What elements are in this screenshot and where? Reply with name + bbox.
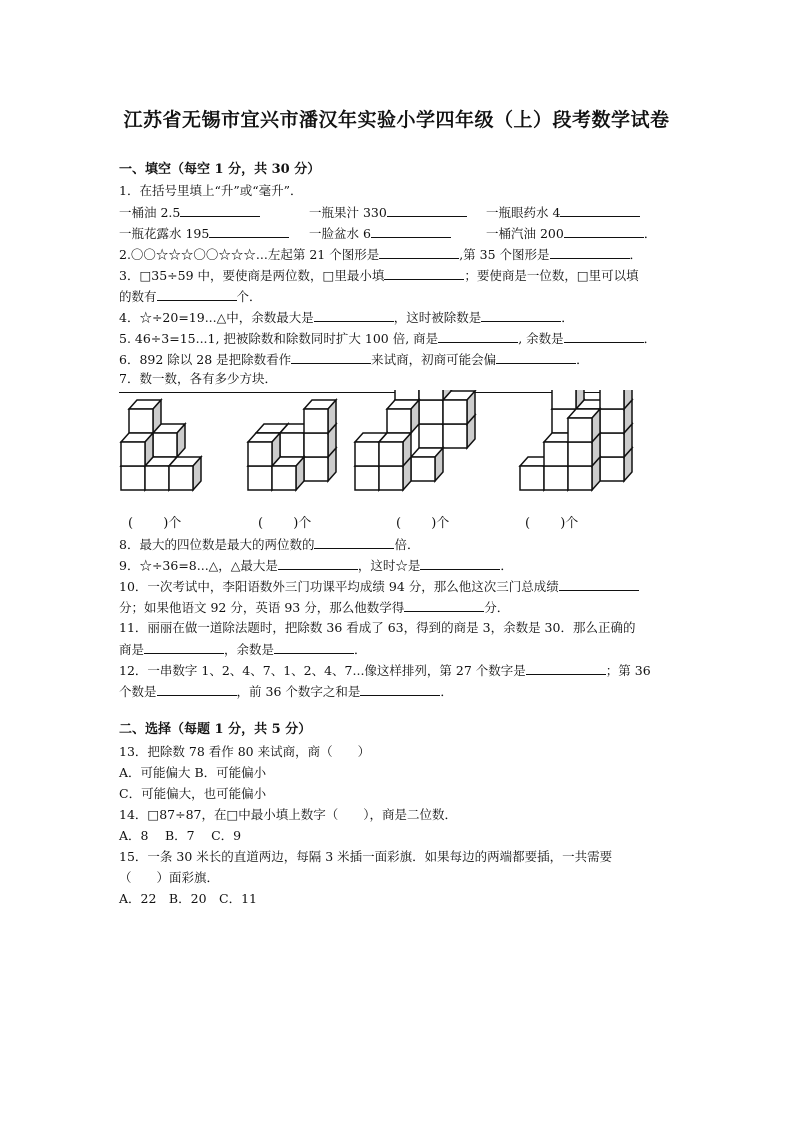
question-text: 15．一条 30 米长的直道两边，每隔 3 米插一面彩旗．如果每边的两端都要插，一共需要 [119,849,613,864]
question-text: ． [561,310,574,325]
question-text: 9．☆÷36=8...△，△最大是 [119,558,278,573]
question-text: ，这时被除数是 [393,310,482,325]
question-line [119,598,509,617]
cube [552,390,584,409]
question-line [119,743,370,761]
question-text: 6．892 除以 28 是把除数看作 [119,352,292,367]
question-text: 一瓶花露水 195 [119,226,210,241]
cube [153,424,185,457]
question-text: ． [576,352,589,367]
question-text: ． [440,684,453,699]
question-line [119,266,639,285]
question-text: 个． [236,289,262,304]
question-text: ． [643,331,657,346]
question-text: ． [643,226,657,241]
section-1-heading: 一、填空（每空 1 分，共 30 分） [119,162,321,177]
question-line [119,806,457,824]
question-text: 一瓶眼药水 4 [486,205,561,220]
q1-item [309,224,451,243]
cube [129,400,161,433]
question-text: ，前 36 个数字之和是 [236,684,361,699]
question-line [119,827,241,845]
question-text: 2.〇〇☆☆☆〇〇☆☆☆...左起第 21 个图形是 [119,247,380,262]
q1-item [119,224,289,243]
question-text: ． [629,247,643,262]
figure-3-answer[interactable]: ( )个 [396,516,450,531]
answer-blank[interactable] [564,224,644,238]
question-text: 8．最大的四位数是最大的两位数的 [119,537,315,552]
question-line [119,329,656,348]
answer-blank[interactable] [314,535,394,549]
question-text: 13．把除数 78 看作 80 来试商，商（ ） [119,744,371,759]
answer-blank[interactable] [387,203,467,217]
answer-blank[interactable] [384,266,464,280]
question-text: A．8 B．7 C．9 [119,828,242,843]
question-text: 一瓶果汁 330 [309,205,387,220]
answer-blank[interactable] [180,203,260,217]
cube [387,400,419,433]
question-text: ，余数是 [224,642,275,657]
answer-blank[interactable] [371,224,451,238]
answer-blank[interactable] [420,556,500,570]
answer-blank[interactable] [157,682,237,696]
question-text: ． [500,558,513,573]
question-line [119,619,635,637]
cube [272,457,304,490]
figure-1-answer[interactable]: ( )个 [128,516,182,531]
cube [600,390,632,409]
cube [568,409,600,442]
question-text: 的数有 [119,289,157,304]
answer-blank[interactable] [144,640,224,654]
cube [379,433,411,466]
answer-blank[interactable] [564,329,644,343]
q1-item [119,203,260,222]
q1-item [309,203,467,222]
answer-blank[interactable] [291,350,371,364]
cube [411,448,443,481]
question-text: 5. 46÷3=15...1, 把被除数和除数同时扩大 100 倍, 商是 [119,331,439,346]
figure-4-answer[interactable]: ( )个 [525,516,579,531]
question-text: 7．数一数，各有多少方块． [119,371,277,386]
question-text: 倍． [394,537,420,552]
q1-row1 [119,203,679,221]
question-text: （ ）面彩旗． [119,870,220,885]
question-text: 一脸盆水 6 [309,226,371,241]
answer-blank[interactable] [404,598,484,612]
question-line [119,640,367,659]
q1-stem: 1．在括号里填上“升”或“毫升”． [119,183,303,198]
exam-title: 江苏省无锡市宜兴市潘汉年实验小学四年级（上）段考数学试卷 [123,109,670,131]
question-line [119,370,277,388]
question-line [119,848,612,866]
answer-blank[interactable] [481,308,561,322]
question-text: 11．丽丽在做一道除法题时，把除数 36 看成了 63，得到的商是 3，余数是 30．那么正确的 [119,620,636,635]
answer-blank[interactable] [278,556,358,570]
answer-blank[interactable] [526,661,606,675]
question-line [119,245,642,264]
question-line [119,682,453,701]
question-text: 来试商，初商可能会偏 [371,352,497,367]
question-line [119,764,266,782]
question-text: 4．☆÷20=19...△中，余数最大是 [119,310,314,325]
answer-blank[interactable] [157,287,237,301]
question-line [119,577,639,596]
answer-blank[interactable] [559,577,639,591]
answer-blank[interactable] [209,224,289,238]
question-text: 一桶油 2.5 [119,205,181,220]
cube [443,391,475,424]
question-text: 14．□87÷87，在□中最小填上数字（ ），商是二位数． [119,807,458,822]
question-text: C．可能偏大，也可能偏小 [119,786,267,801]
cube [248,433,280,466]
answer-blank[interactable] [274,640,354,654]
question-text: 个数是 [119,684,157,699]
figure-2-answer[interactable]: ( )个 [258,516,312,531]
question-line [119,535,419,554]
answer-blank[interactable] [360,682,440,696]
question-line [119,661,651,680]
cube [121,433,153,466]
question-line [119,890,257,908]
question-text: 分；如果他语文 92 分，英语 93 分，那么他数学得 [119,600,405,615]
question-line [119,785,266,803]
cube [304,400,336,433]
question-text: 12．一串数字 1、2、4、7、1、2、4、7...像这样排列，第 27 个数字是 [119,663,526,678]
question-text: ． [354,642,367,657]
question-text: A．可能偏大 B．可能偏小 [119,765,267,780]
answer-blank[interactable] [550,245,630,259]
question-text: 商是 [119,642,145,657]
answer-blank[interactable] [496,350,576,364]
question-text: 分． [484,600,510,615]
question-text: 10．一次考试中，李阳语数外三门功课平均成绩 94 分，那么他这次三门总成绩 [119,579,559,594]
question-text: 3．□35÷59 中，要使商是两位数，□里最小填 [119,268,385,283]
question-line [119,308,574,327]
question-text: ，这时☆是 [357,558,421,573]
question-text: A．22 B．20 C．11 [119,891,257,906]
answer-blank[interactable] [560,203,640,217]
answer-blank[interactable] [314,308,394,322]
question-line [119,556,513,575]
section-2-heading: 二、选择（每题 1 分，共 5 分） [119,722,312,737]
question-line [119,287,262,306]
answer-blank[interactable] [438,329,518,343]
question-text: , 余数是 [518,331,564,346]
cube-figures [0,390,793,505]
q1-item [486,203,640,222]
question-line [119,869,219,887]
answer-blank[interactable] [379,245,459,259]
question-text: ；要使商是一位数，□里可以填 [464,268,639,283]
q1-row2 [119,224,679,242]
question-text: 一桶汽油 200 [486,226,564,241]
question-text: ,第 35 个图形是 [459,247,550,262]
q1-item [486,224,656,243]
question-text: ；第 36 [605,663,651,678]
question-line [119,350,589,369]
cube [169,457,201,490]
